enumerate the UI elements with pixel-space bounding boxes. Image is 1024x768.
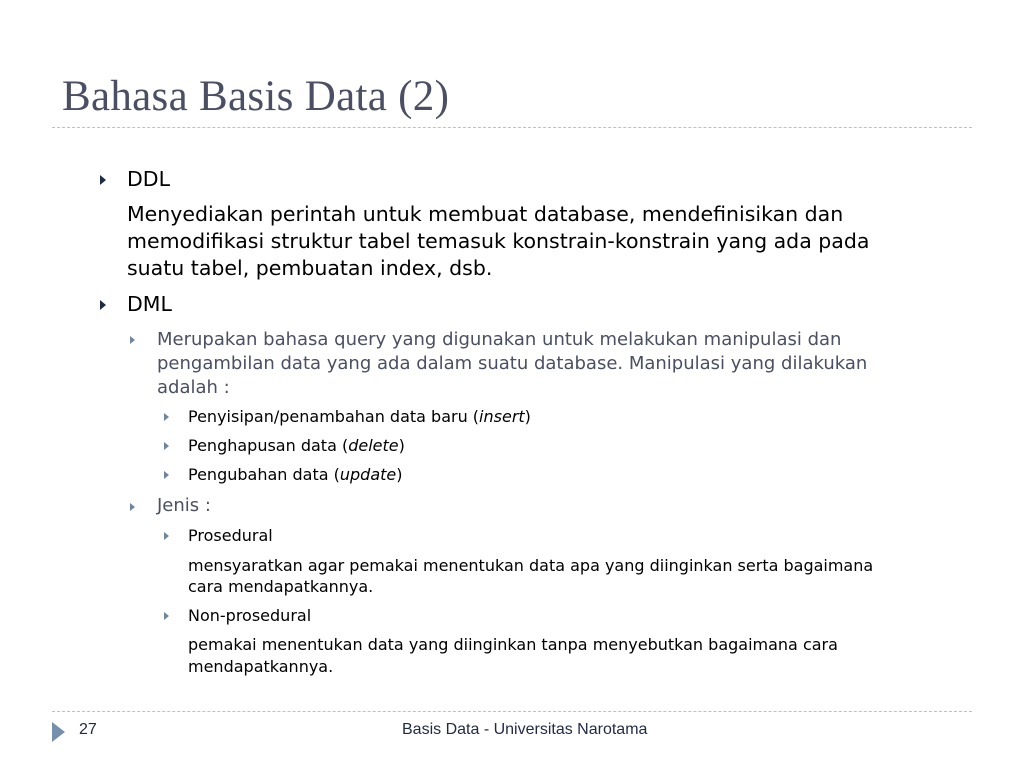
bullet-arrow-icon [100, 300, 106, 310]
page-number: 27 [79, 721, 97, 738]
jenis-label: Jenis : [157, 495, 211, 516]
slide-title: Bahasa Basis Data (2) [62, 73, 450, 120]
jenis-item-desc: mendapatkannya. [188, 657, 334, 676]
ddl-desc-line: memodifikasi struktur tabel temasuk konstrain-konstrain yang ada pada [127, 229, 870, 253]
dml-desc-line: adalah : [157, 377, 230, 398]
jenis-item-name: Prosedural [188, 526, 273, 545]
bullet-arrow-icon [130, 503, 135, 511]
footer-text: Basis Data - Universitas Narotama [402, 721, 648, 738]
bullet-arrow-icon [164, 471, 169, 479]
dml-desc-line: Merupakan bahasa query yang digunakan untuk melakukan manipulasi dan [157, 329, 842, 350]
manipulation-item: Pengubahan data (update) [188, 465, 403, 484]
bullet-arrow-icon [164, 532, 169, 540]
dml-desc-line: pengambilan data yang ada dalam suatu database. Manipulasi yang dilakukan [157, 353, 868, 374]
jenis-item-desc: mensyaratkan agar pemakai menentukan data apa yang diinginkan serta bagaimana [188, 556, 874, 575]
bullet-arrow-icon [164, 413, 169, 421]
bullet-arrow-icon [130, 336, 135, 344]
manipulation-item: Penghapusan data (delete) [188, 436, 405, 455]
footer-divider [52, 711, 972, 712]
jenis-item-desc: pemakai menentukan data yang diinginkan tanpa menyebutkan bagaimana cara [188, 635, 838, 654]
bullet-arrow-icon [100, 175, 106, 185]
ddl-heading: DDL [127, 167, 170, 191]
bullet-arrow-icon [164, 612, 169, 620]
jenis-item-name: Non-prosedural [188, 606, 312, 625]
ddl-desc-line: suatu tabel, pembuatan index, dsb. [127, 256, 493, 280]
jenis-item-desc: cara mendapatkannya. [188, 577, 374, 596]
slide-arrow-icon [52, 722, 65, 742]
bullet-arrow-icon [164, 442, 169, 450]
dml-heading: DML [127, 292, 172, 316]
manipulation-item: Penyisipan/penambahan data baru (insert) [188, 407, 531, 426]
ddl-desc-line: Menyediakan perintah untuk membuat database, mendefinisikan dan [127, 202, 844, 226]
